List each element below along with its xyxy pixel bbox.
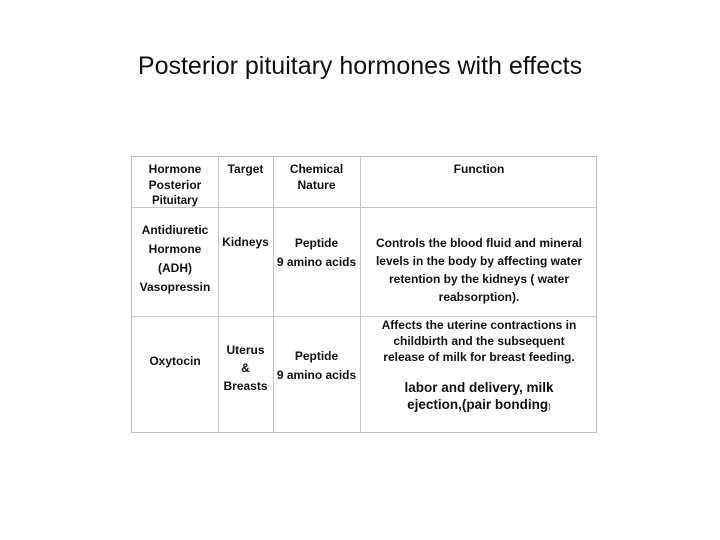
- function-effect-line: ejection,(pair bonding: [407, 397, 549, 412]
- header-chemical-nature: [273, 161, 360, 193]
- chemical-line: 9 amino acids: [276, 368, 357, 382]
- function-line: release of milk for breast feeding.: [383, 350, 575, 364]
- header-hormone: [132, 161, 218, 209]
- target-line: Kidneys: [222, 235, 269, 249]
- hormone-name-line: Hormone: [148, 242, 202, 256]
- hormone-name-line: Vasopressin: [139, 280, 211, 294]
- header-chemical-line: Chemical: [289, 162, 344, 176]
- row-oxytocin-chemical: [273, 347, 360, 385]
- function-line: Affects the uterine contractions in: [381, 318, 577, 332]
- chemical-line: Peptide: [294, 349, 339, 363]
- hormone-name-line: Antidiuretic: [141, 223, 209, 237]
- header-hormone-line: Pituitary: [151, 195, 198, 207]
- header-target-label: Target: [227, 162, 264, 176]
- function-line: Controls the blood fluid and mineral: [376, 236, 582, 250]
- row-adh-chemical: [273, 234, 360, 272]
- header-target: [218, 161, 273, 177]
- header-function: [360, 161, 598, 177]
- target-line: Breasts: [223, 379, 268, 393]
- row-oxytocin-function-effects: [360, 379, 598, 415]
- function-line: levels in the body by affecting water: [375, 254, 583, 268]
- closing-paren: ): [548, 402, 551, 411]
- function-effect-line: labor and delivery, milk: [404, 380, 554, 395]
- target-line: &: [241, 361, 250, 375]
- row-adh-hormone: [132, 221, 218, 297]
- hormone-name-line: Oxytocin: [149, 354, 201, 368]
- header-chemical-line: Nature: [297, 178, 336, 192]
- chemical-line: 9 amino acids: [276, 255, 357, 269]
- column-divider: [273, 157, 274, 432]
- hormone-table: [131, 156, 597, 433]
- header-function-label: Function: [453, 162, 505, 176]
- row-adh-function: [360, 234, 598, 306]
- row-oxytocin-hormone: [132, 353, 218, 369]
- header-hormone-line: Posterior: [148, 178, 202, 192]
- function-line: reabsorption).: [438, 290, 520, 304]
- chemical-line: Peptide: [294, 236, 339, 250]
- row-adh-target: [218, 234, 273, 250]
- row-oxytocin-function: [360, 317, 598, 365]
- function-line: childbirth and the subsequent: [393, 334, 565, 348]
- target-line: Uterus: [226, 343, 265, 357]
- header-hormone-line: Hormone: [148, 162, 202, 176]
- slide-title: Posterior pituitary hormones with effects: [137, 52, 583, 80]
- row-oxytocin-target: [218, 341, 273, 395]
- function-line: retention by the kidneys ( water: [388, 272, 570, 286]
- hormone-name-line: (ADH): [158, 261, 192, 275]
